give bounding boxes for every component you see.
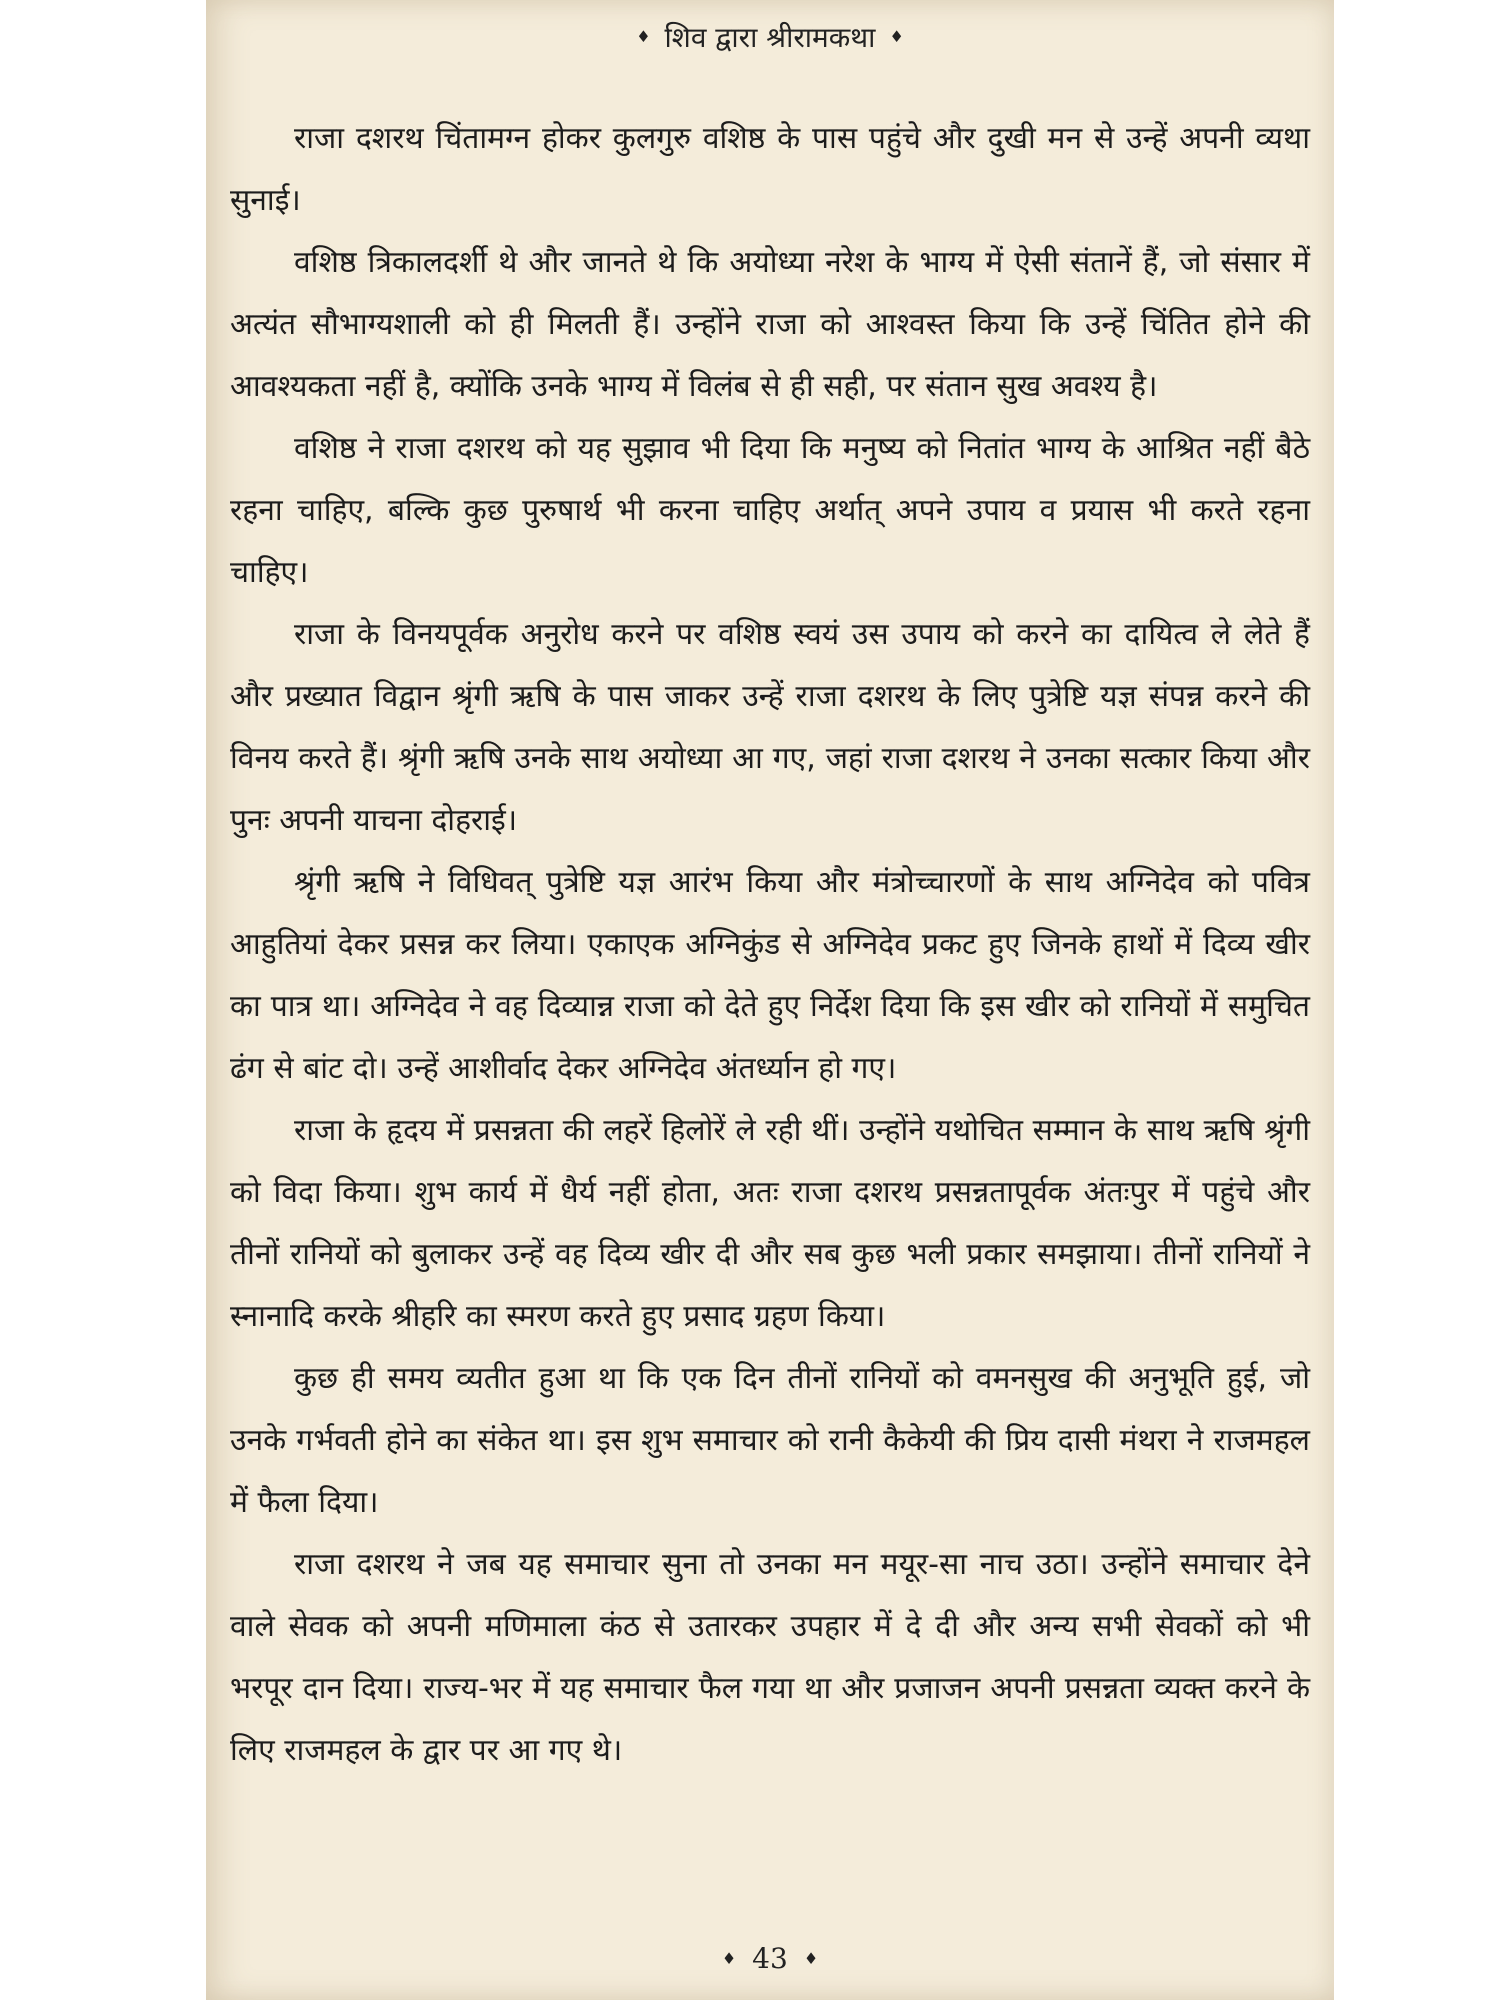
running-header (206, 18, 1334, 56)
paragraph: श्रृंगी ऋषि ने विधिवत् पुत्रेष्टि यज्ञ आरंभ किया और मंत्रोच्चारणों के साथ अग्निदेव को पवित्र आहुतियां देकर प्रसन्न कर लिया। एकाएक अग्निकुंड से अग्निदेव प्रकट हुए जिनके हाथों में दिव्य खीर का पात्र था। अग्निदेव ने वह दिव्यान्न राजा को देते हुए निर्देश दिया कि इस खीर को रानियों में समुचित ढंग से बांट दो। उन्हें आशीर्वाद देकर अग्निदेव अंतर्ध्यान हो गए। (230, 865, 1311, 1086)
paragraph: वशिष्ठ त्रिकालदर्शी थे और जानते थे कि अयोध्या नरेश के भाग्य में ऐसी संतानें हैं, जो संसार में अत्यंत सौभाग्यशाली को ही मिलती हैं। उन्होंने राजा को आश्वस्त किया कि उन्हें चिंतित होने की आवश्यकता नहीं है, क्योंकि उनके भाग्य में विलंब से ही सही, पर संतान सुख अवश्य है। (230, 245, 1310, 404)
body-text (230, 108, 1310, 1782)
paragraph: वशिष्ठ ने राजा दशरथ को यह सुझाव भी दिया कि मनुष्य को नितांत भाग्य के आश्रित नहीं बैठे रहना चाहिए, बल्कि कुछ पुरुषार्थ भी करना चाहिए अर्थात् अपने उपाय व प्रयास भी करते रहना चाहिए। (230, 431, 1310, 590)
diamond-ornament-icon: ♦ (721, 1949, 737, 1968)
paragraph: कुछ ही समय व्यतीत हुआ था कि एक दिन तीनों रानियों को वमनसुख की अनुभूति हुई, जो उनके गर्भवती होने का संकेत था। इस शुभ समाचार को रानी कैकेयी की प्रिय दासी मंथरा ने राजमहल में फैला दिया। (230, 1361, 1310, 1520)
paragraph: राजा के विनयपूर्वक अनुरोध करने पर वशिष्ठ स्वयं उस उपाय को करने का दायित्व ले लेते हैं और प्रख्यात विद्वान श्रृंगी ऋषि के पास जाकर उन्हें राजा दशरथ के लिए पुत्रेष्टि यज्ञ संपन्न करने की विनय करते हैं। श्रृंगी ऋषि उनके साथ अयोध्या आ गए, जहां राजा दशरथ ने उनका सत्कार किया और पुनः अपनी याचना दोहराई। (230, 617, 1310, 838)
diamond-ornament-icon: ♦ (803, 1949, 819, 1968)
diamond-ornament-icon: ♦ (636, 26, 651, 46)
paragraph: राजा दशरथ ने जब यह समाचार सुना तो उनका मन मयूर-सा नाच उठा। उन्होंने समाचार देने वाले सेवक को अपनी मणिमाला कंठ से उतारकर उपहार में दे दी और अन्य सभी सेवकों को भी भरपूर दान दिया। राज्य-भर में यह समाचार फैल गया था और प्रजाजन अपनी प्रसन्नता व्यक्त करने के लिए राजमहल के द्वार पर आ गए थे। (230, 1547, 1310, 1768)
paragraph: राजा के हृदय में प्रसन्नता की लहरें हिलोरें ले रही थीं। उन्होंने यथोचित सम्मान के साथ ऋषि श्रृंगी को विदा किया। शुभ कार्य में धैर्य नहीं होता, अतः राजा दशरथ प्रसन्नतापूर्वक अंतःपुर में पहुंचे और तीनों रानियों को बुलाकर उन्हें वह दिव्य खीर दी और सब कुछ भली प्रकार समझाया। तीनों रानियों ने स्नानादि करके श्रीहरि का स्मरण करते हुए प्रसाद ग्रहण किया। (230, 1113, 1310, 1334)
page-footer (206, 1942, 1334, 1975)
chapter-title: शिव द्वारा श्रीरामकथा (664, 21, 876, 54)
page-number: 43 (752, 1942, 788, 1975)
diamond-ornament-icon: ♦ (889, 26, 904, 46)
paragraph: राजा दशरथ चिंतामग्न होकर कुलगुरु वशिष्ठ के पास पहुंचे और दुखी मन से उन्हें अपनी व्यथा सुनाई। (230, 121, 1310, 218)
